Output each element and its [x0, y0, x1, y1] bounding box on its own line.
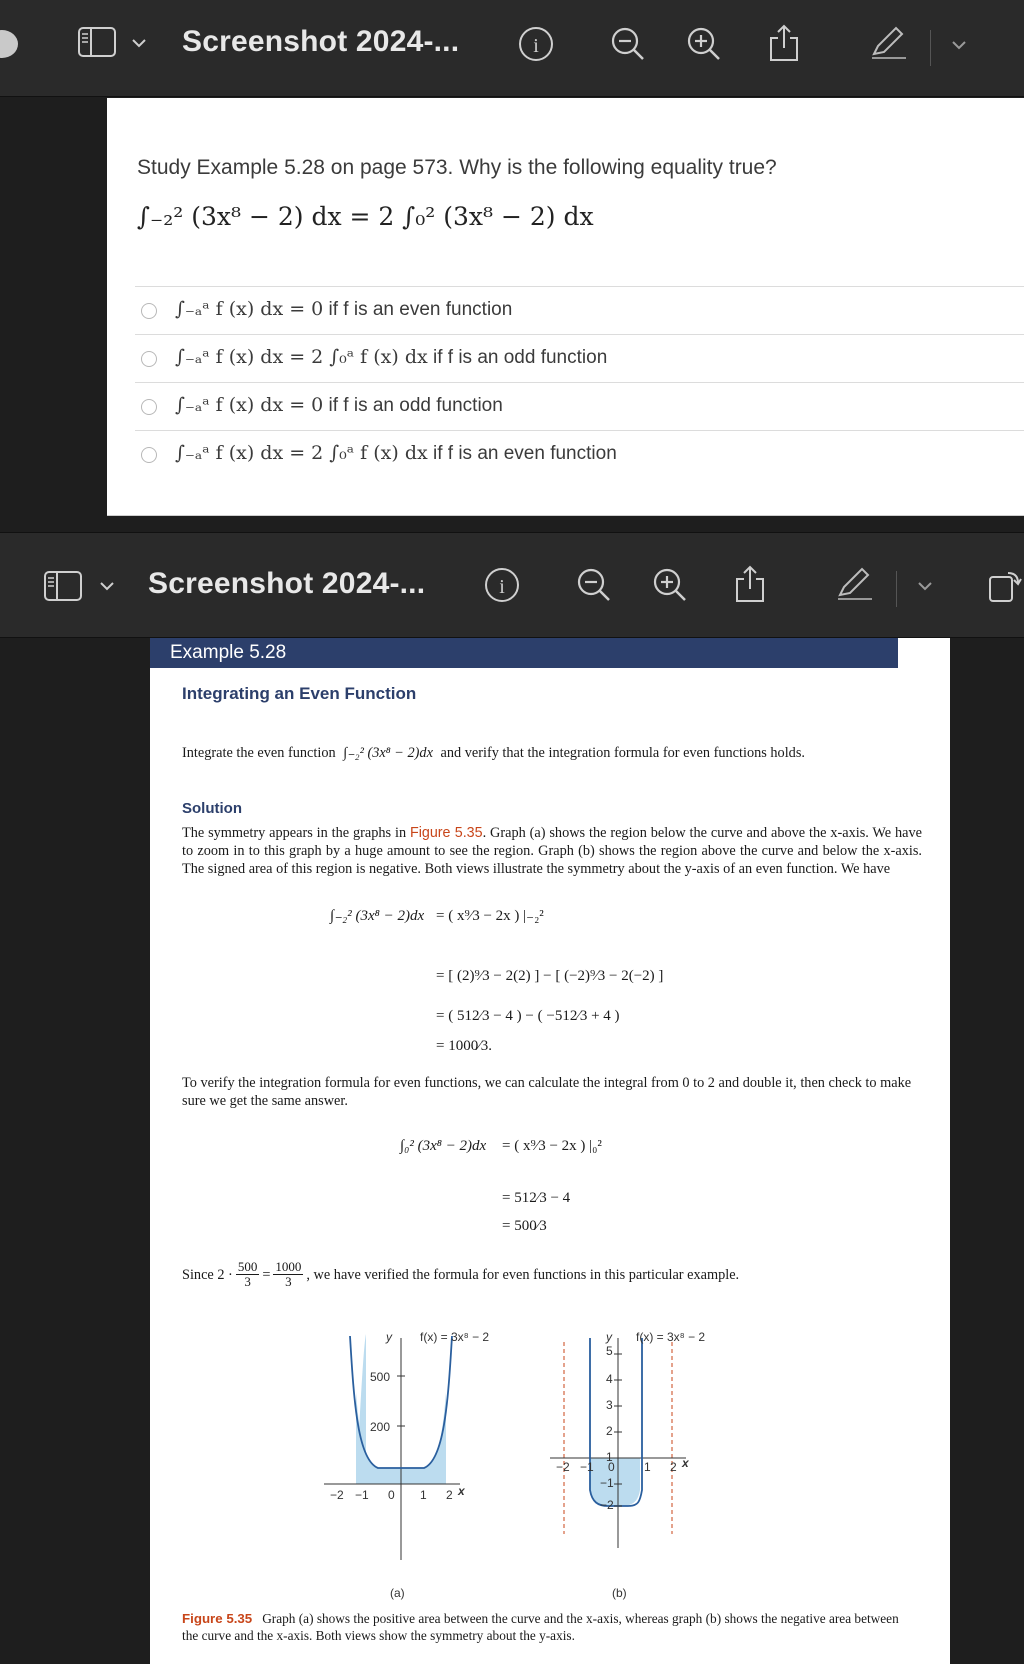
option-text: if f is an even function — [427, 443, 617, 464]
calc1-line4: = 1000⁄3. — [436, 1038, 492, 1054]
question-equation: ∫₋₂² (3x⁸ − 2) dx = 2 ∫₀² (3x⁸ − 2) dx — [137, 202, 594, 231]
example-intro: Integrate the even function ∫₋₂² (3x⁸ − 2)dx and verify that the integration formula for even functions holds. — [182, 745, 805, 761]
calc1-line2: = [ (2)⁹⁄3 − 2(2) ] − [ (−2)⁹⁄3 − 2(−2) ] — [436, 968, 664, 984]
markup-icon[interactable] — [836, 567, 874, 601]
rotate-icon[interactable] — [988, 569, 1022, 603]
graph-a-tick-x: 2 — [446, 1488, 453, 1502]
chevron-down-icon[interactable] — [918, 581, 932, 591]
solution-heading: Solution — [182, 800, 242, 817]
calc2-line3: = 500⁄3 — [502, 1218, 547, 1234]
graph-b-tick-y: 2 — [606, 1424, 613, 1438]
share-icon[interactable] — [768, 24, 800, 62]
sidebar-icon[interactable] — [78, 27, 116, 57]
graph-b-tick-y: 3 — [606, 1398, 613, 1412]
answer-option-4[interactable] — [135, 430, 1024, 479]
solution-paragraph: The symmetry appears in the graphs in Figure 5.35. Graph (a) shows the region below the curve and above the x-axis. We have to zoom in to this graph by a huge amount to see the region. Graph (b) shows the region above the curve and below the x-axis. The signed area of this region is negative. Both views illustrate the symmetry about the y-axis of an even function. We have — [182, 825, 922, 877]
chevron-down-icon[interactable] — [952, 40, 966, 50]
graph-b-tick-x: 2 — [670, 1460, 677, 1474]
radio-button[interactable] — [141, 303, 157, 319]
calc2-line2: = 512⁄3 − 4 — [502, 1190, 571, 1206]
graph-a-tick-y: 200 — [370, 1420, 391, 1434]
option-text: if f is an even function — [323, 299, 513, 320]
graph-b-tick-x: −1 — [580, 1460, 594, 1474]
zoom-in-icon[interactable] — [686, 26, 722, 62]
sidebar-icon[interactable] — [44, 571, 82, 601]
figure-link[interactable]: Figure 5.35 — [409, 825, 483, 841]
calc2-lhs: ∫₀² (3x⁸ − 2)dx — [400, 1138, 487, 1154]
zoom-out-icon[interactable] — [576, 567, 612, 603]
verify-paragraph: To verify the integration formula for even functions, we can calculate the integral from 0 to 2 and double it, then check to make sure we get the same answer. — [182, 1075, 912, 1109]
window-background — [0, 98, 107, 516]
graph-a-caption: (a) — [390, 1586, 405, 1600]
share-icon[interactable] — [734, 565, 766, 603]
window-title: Screenshot 2024-... — [148, 567, 426, 600]
graph-b — [546, 1334, 696, 1564]
option-math: ∫₋ₐᵃ f (x) dx = 2 ∫₀ᵃ f (x) dx — [175, 346, 428, 368]
example-header — [150, 638, 898, 668]
calc1-line1: = ( x⁹⁄3 − 2x ) |₋₂² — [436, 908, 544, 924]
graph-b-tick-x: −2 — [556, 1460, 570, 1474]
option-text: if f is an odd function — [427, 347, 608, 368]
svg-text:i: i — [533, 35, 539, 57]
chevron-down-icon[interactable] — [100, 581, 114, 591]
figure-caption-label: Figure 5.35 — [182, 1611, 253, 1626]
option-math: ∫₋ₐᵃ f (x) dx = 2 ∫₀ᵃ f (x) dx — [175, 442, 428, 464]
graph-b-func-label: f(x) = 3x⁸ − 2 — [636, 1330, 706, 1344]
graph-a-y-label: y — [386, 1330, 392, 1344]
option-text: if f is an odd function — [323, 395, 503, 416]
graph-b-tick-x: 0 — [608, 1460, 615, 1474]
graph-b-caption: (b) — [612, 1586, 627, 1600]
chevron-down-icon[interactable] — [132, 38, 146, 48]
graph-b-tick-y: −2 — [600, 1498, 614, 1512]
toolbar-separator — [896, 571, 897, 607]
calc1-lhs: ∫₋₂² (3x⁸ − 2)dx — [330, 908, 425, 924]
graph-b-x-label: x — [682, 1456, 689, 1470]
question-prompt: Study Example 5.28 on page 573. Why is the following equality true? — [137, 156, 777, 179]
graph-a — [320, 1334, 510, 1564]
graph-b-tick-x: 1 — [644, 1460, 651, 1474]
info-icon[interactable] — [518, 26, 554, 62]
svg-text:i: i — [499, 576, 505, 598]
graph-a-tick-x: 1 — [420, 1488, 427, 1502]
figure-caption: Figure 5.35 Graph (a) shows the positive area between the curve and the x-axis, whereas graph (b) shows the negative area between the curve and the x-axis. Both views show the symmetry about the y-axis. — [182, 1611, 899, 1643]
answer-option-2[interactable] — [135, 334, 1024, 383]
zoom-in-icon[interactable] — [652, 567, 688, 603]
example-page — [150, 638, 950, 1664]
graph-a-tick-x: −2 — [330, 1488, 344, 1502]
window2-toolbar — [0, 532, 1024, 638]
window-gap — [0, 516, 1024, 532]
zoom-out-icon[interactable] — [610, 26, 646, 62]
markup-icon[interactable] — [870, 26, 908, 60]
calc2-line1: = ( x⁹⁄3 − 2x ) |₀² — [502, 1138, 602, 1154]
graph-b-tick-y: 4 — [606, 1372, 613, 1386]
radio-button[interactable] — [141, 351, 157, 367]
window-dot — [0, 30, 18, 58]
radio-button[interactable] — [141, 447, 157, 463]
graph-b-tick-y: 5 — [606, 1344, 613, 1358]
graph-b-tick-y: −1 — [600, 1476, 614, 1490]
question-page — [107, 98, 1024, 516]
graph-a-func-label: f(x) = 3x⁸ − 2 — [420, 1330, 490, 1344]
graph-a-tick-y: 500 — [370, 1370, 391, 1384]
calc1-line3: = ( 512⁄3 − 4 ) − ( −512⁄3 + 4 ) — [436, 1008, 620, 1024]
answer-option-3[interactable] — [135, 382, 1024, 431]
answer-option-1[interactable] — [135, 286, 1024, 335]
graph-a-x-label: x — [458, 1484, 465, 1498]
window1-toolbar — [0, 0, 1024, 97]
graph-a-tick-x: 0 — [388, 1488, 395, 1502]
fraction: $\frac{500}{3}$ — [237, 1259, 258, 1289]
example-title: Integrating an Even Function — [182, 684, 417, 703]
option-math: ∫₋ₐᵃ f (x) dx = 0 — [175, 394, 324, 416]
graph-a-tick-x: −1 — [355, 1488, 369, 1502]
graph-b-y-label: y — [606, 1330, 612, 1344]
since-line: Since 2 · $\frac{500}{3}$ = $\frac{1000}{3}$ , we have verified the formula for even functions in this particular example. — [182, 1259, 740, 1289]
window-title: Screenshot 2024-... — [182, 25, 460, 58]
intro-integral: ∫₋₂² (3x⁸ − 2)dx — [343, 745, 433, 761]
graph-b-area — [590, 1458, 640, 1506]
radio-button[interactable] — [141, 399, 157, 415]
example-number: 5.28 — [249, 642, 287, 663]
option-math: ∫₋ₐᵃ f (x) dx = 0 — [175, 298, 324, 320]
example-label: Example — [170, 642, 244, 663]
fraction: $\frac{1000}{3}$ — [275, 1259, 302, 1289]
toolbar-separator — [930, 30, 931, 66]
info-icon[interactable] — [484, 567, 520, 603]
graph-b-tick-y: 1 — [606, 1450, 613, 1464]
